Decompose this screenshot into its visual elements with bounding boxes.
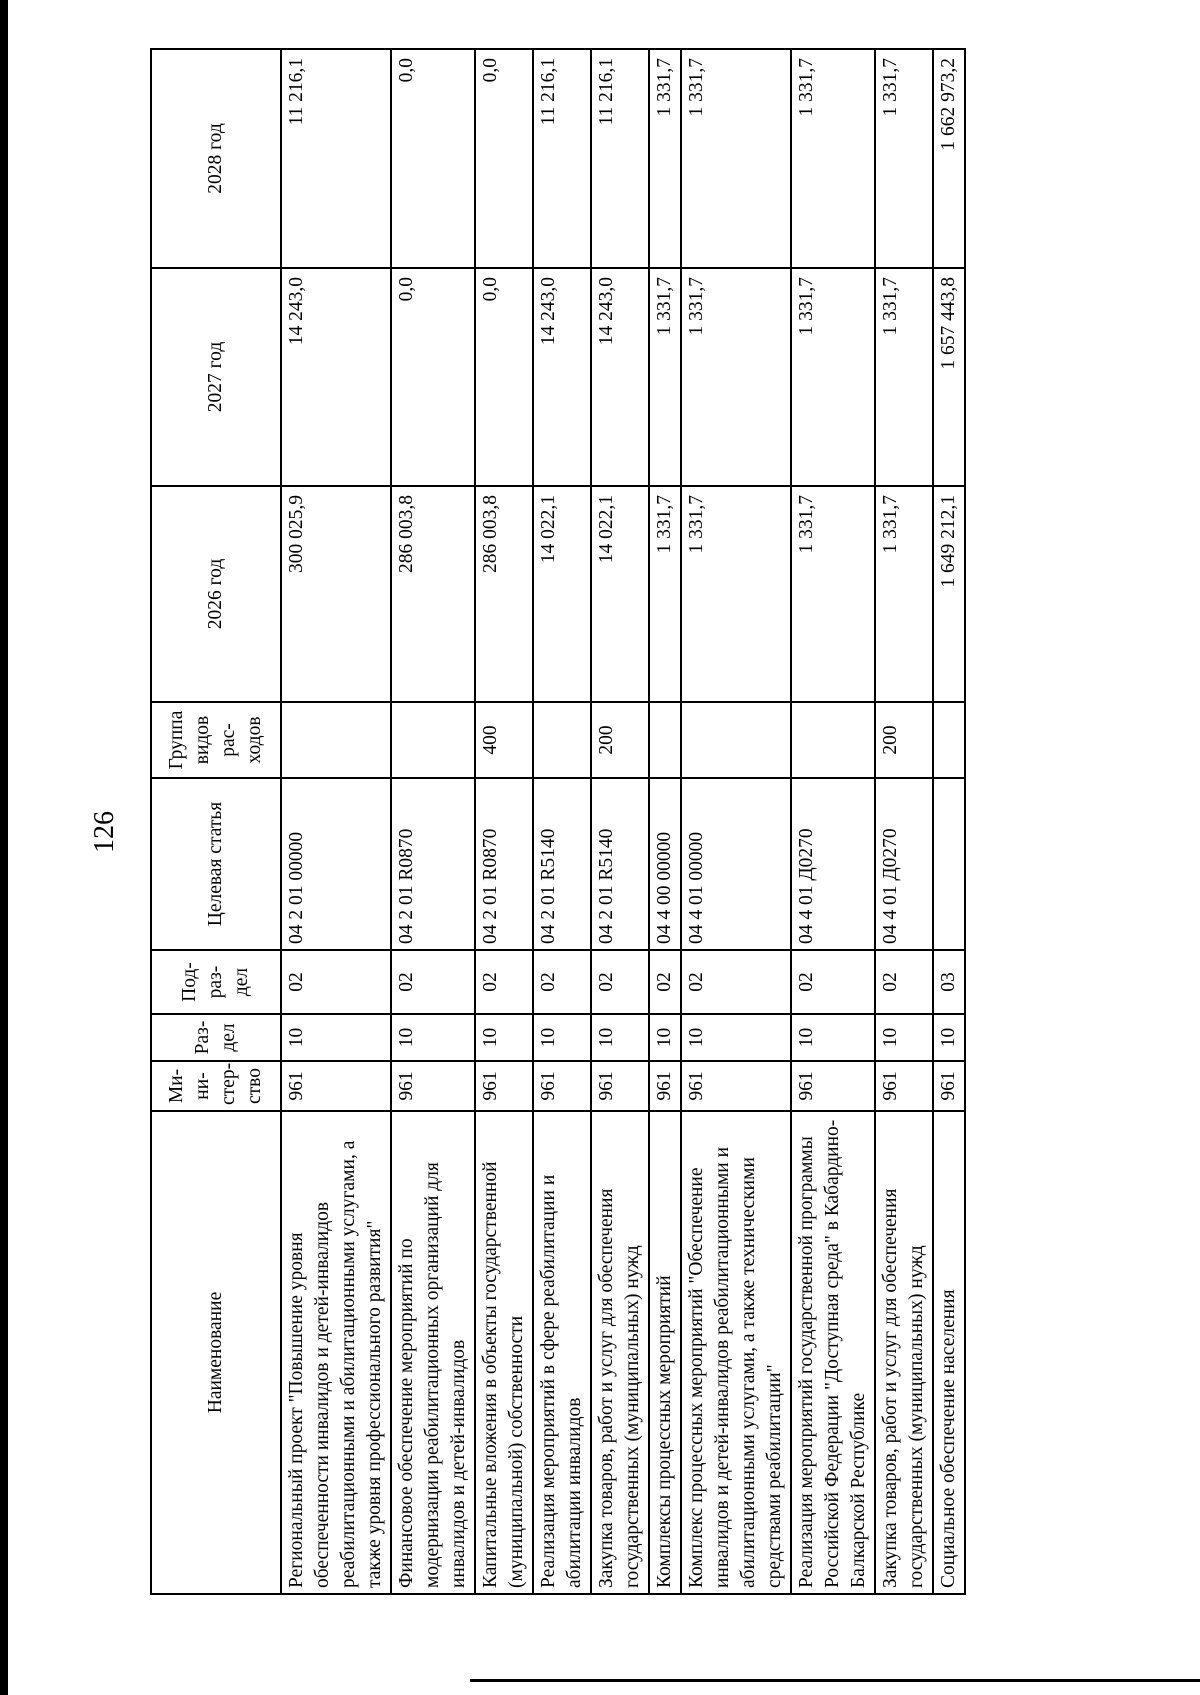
cell-target: 04 4 01 Д0270	[791, 778, 875, 950]
cell-subsection: 03	[933, 950, 965, 1014]
cell-y2028: 1 662 973,2	[933, 49, 965, 268]
cell-name: Реализация мероприятий государственной программы Российской Федерации "Доступная среда" в Кабардино-Балкарской Республике	[791, 1111, 875, 1594]
cell-section: 10	[475, 1014, 533, 1061]
cell-y2028: 11 216,1	[533, 49, 591, 268]
cell-y2027: 14 243,0	[281, 268, 391, 486]
header-expense-group: Группа видов рас-ходов	[151, 702, 281, 778]
cell-y2028: 1 331,7	[791, 49, 875, 268]
cell-target: 04 2 01 R0870	[475, 778, 533, 950]
cell-y2027: 0,0	[475, 268, 533, 486]
cell-name: Социальное обеспечение населения	[933, 1111, 965, 1594]
cell-target	[933, 778, 965, 950]
cell-section: 10	[791, 1014, 875, 1061]
cell-section: 10	[681, 1014, 791, 1061]
cell-subsection: 02	[791, 950, 875, 1014]
cell-group	[681, 702, 791, 778]
cell-ministry: 961	[791, 1061, 875, 1111]
cell-name: Региональный проект "Повышение уровня обеспеченности инвалидов и детей-инвалидов реабилитационными и абилитационными услугами, а также уровня профессионального развития"	[281, 1111, 391, 1594]
cell-subsection: 02	[533, 950, 591, 1014]
cell-subsection: 02	[875, 950, 933, 1014]
cell-y2026: 1 331,7	[681, 486, 791, 702]
cell-group	[933, 702, 965, 778]
cell-ministry: 961	[681, 1061, 791, 1111]
cell-y2028: 0,0	[475, 49, 533, 268]
table-row	[281, 49, 391, 1594]
cell-ministry: 961	[533, 1061, 591, 1111]
cell-section: 10	[649, 1014, 681, 1061]
cell-subsection: 02	[649, 950, 681, 1014]
cell-y2027: 1 331,7	[681, 268, 791, 486]
cell-y2027: 1 331,7	[791, 268, 875, 486]
cell-y2026: 1 331,7	[791, 486, 875, 702]
cell-ministry: 961	[475, 1061, 533, 1111]
cell-y2027: 14 243,0	[591, 268, 649, 486]
header-subsection: Под-раз-дел	[151, 950, 281, 1014]
cell-subsection: 02	[391, 950, 475, 1014]
table-row	[649, 49, 681, 1594]
cell-name: Закупка товаров, работ и услуг для обеспечения государственных (муниципальных) нужд	[875, 1111, 933, 1594]
cell-y2026: 1 649 212,1	[933, 486, 965, 702]
header-ministry: Ми-ни-стер-ство	[151, 1061, 281, 1111]
cell-name: Реализация мероприятий в сфере реабилитации и абилитации инвалидов	[533, 1111, 591, 1594]
cell-section: 10	[591, 1014, 649, 1061]
cell-group: 400	[475, 702, 533, 778]
table-row	[681, 49, 791, 1594]
header-row	[151, 49, 281, 1594]
cell-name: Капитальные вложения в объекты государственной (муниципальной) собственности	[475, 1111, 533, 1594]
cell-target: 04 2 01 00000	[281, 778, 391, 950]
cell-target: 04 2 01 R5140	[591, 778, 649, 950]
header-name: Наименование	[151, 1111, 281, 1594]
cell-ministry: 961	[649, 1061, 681, 1111]
cell-section: 10	[281, 1014, 391, 1061]
cell-group	[391, 702, 475, 778]
cell-target: 04 2 01 R0870	[391, 778, 475, 950]
cell-subsection: 02	[281, 950, 391, 1014]
cell-target: 04 4 01 Д0270	[875, 778, 933, 950]
cell-y2026: 286 003,8	[475, 486, 533, 702]
header-target: Целевая статья	[151, 778, 281, 950]
cell-y2028: 1 331,7	[649, 49, 681, 268]
cell-y2027: 1 331,7	[875, 268, 933, 486]
cell-subsection: 02	[475, 950, 533, 1014]
page-number: 126	[89, 811, 120, 853]
cell-y2028: 11 216,1	[591, 49, 649, 268]
table-row	[933, 49, 965, 1594]
cell-section: 10	[933, 1014, 965, 1061]
cell-group	[533, 702, 591, 778]
header-2027: 2027 год	[151, 268, 281, 486]
cell-subsection: 02	[591, 950, 649, 1014]
cell-ministry: 961	[391, 1061, 475, 1111]
cell-y2026: 286 003,8	[391, 486, 475, 702]
cell-y2028: 0,0	[391, 49, 475, 268]
table-row	[791, 49, 875, 1594]
cell-target: 04 4 01 00000	[681, 778, 791, 950]
cell-group: 200	[875, 702, 933, 778]
cell-ministry: 961	[591, 1061, 649, 1111]
cell-group	[649, 702, 681, 778]
table-row	[875, 49, 933, 1594]
cell-section: 10	[533, 1014, 591, 1061]
cell-group	[281, 702, 391, 778]
cell-ministry: 961	[933, 1061, 965, 1111]
cell-ministry: 961	[875, 1061, 933, 1111]
cell-y2028: 11 216,1	[281, 49, 391, 268]
header-2026: 2026 год	[151, 486, 281, 702]
rotated-table-container	[150, 50, 992, 1595]
cell-name: Комплекс процессных мероприятий "Обеспечение инвалидов и детей-инвалидов реабилитационными и абилитационными услугами, а также техническими средствами реабилитации"	[681, 1111, 791, 1594]
header-2028: 2028 год	[151, 49, 281, 268]
cell-y2028: 1 331,7	[681, 49, 791, 268]
cell-y2028: 1 331,7	[875, 49, 933, 268]
cell-section: 10	[875, 1014, 933, 1061]
scan-left-edge	[0, 0, 8, 1695]
table-row	[591, 49, 649, 1594]
cell-subsection: 02	[681, 950, 791, 1014]
cell-group	[791, 702, 875, 778]
cell-name: Финансовое обеспечение мероприятий по модернизации реабилитационных организаций для инвалидов и детей-инвалидов	[391, 1111, 475, 1594]
scan-bottom-line	[470, 1679, 1200, 1682]
cell-y2027: 14 243,0	[533, 268, 591, 486]
cell-y2026: 1 331,7	[649, 486, 681, 702]
cell-target: 04 2 01 R5140	[533, 778, 591, 950]
cell-name: Комплексы процессных мероприятий	[649, 1111, 681, 1594]
cell-y2027: 1 331,7	[649, 268, 681, 486]
cell-y2026: 300 025,9	[281, 486, 391, 702]
cell-section: 10	[391, 1014, 475, 1061]
cell-target: 04 4 00 00000	[649, 778, 681, 950]
cell-y2027: 0,0	[391, 268, 475, 486]
table-row	[533, 49, 591, 1594]
cell-y2026: 14 022,1	[591, 486, 649, 702]
table-row	[391, 49, 475, 1594]
budget-table	[150, 48, 966, 1595]
cell-y2026: 1 331,7	[875, 486, 933, 702]
cell-name: Закупка товаров, работ и услуг для обеспечения государственных (муниципальных) нужд	[591, 1111, 649, 1594]
cell-ministry: 961	[281, 1061, 391, 1111]
header-section: Раз-дел	[151, 1014, 281, 1061]
cell-y2027: 1 657 443,8	[933, 268, 965, 486]
cell-group: 200	[591, 702, 649, 778]
cell-y2026: 14 022,1	[533, 486, 591, 702]
table-row	[475, 49, 533, 1594]
